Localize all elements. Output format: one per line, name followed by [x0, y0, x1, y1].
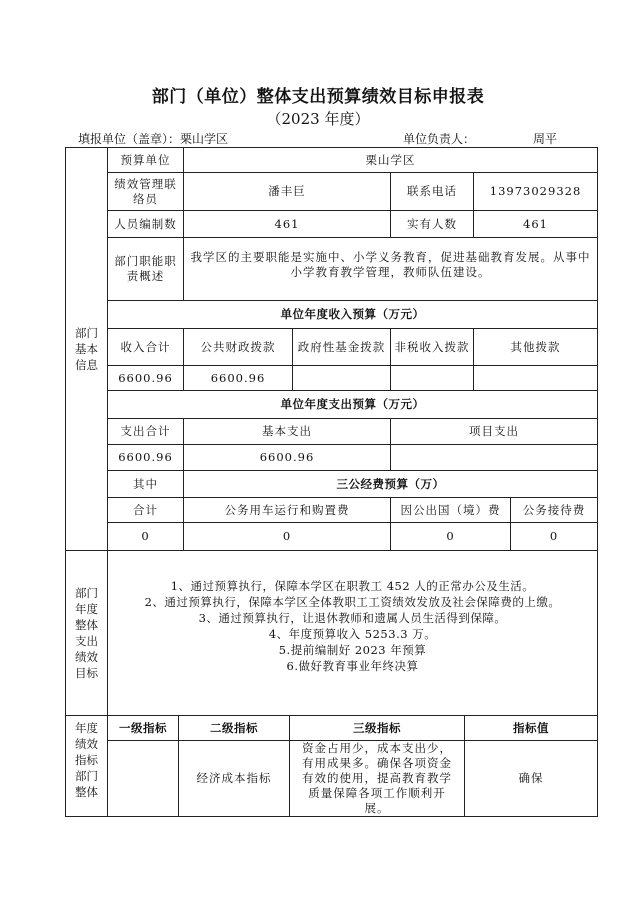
indicator-label: 年度绩效指标部门整体 — [66, 716, 108, 817]
income-title: 单位年度收入预算（万元） — [108, 301, 598, 329]
indicator-level2: 经济成本指标 — [179, 741, 290, 817]
income-value — [391, 366, 474, 391]
indicator-level1 — [108, 741, 179, 817]
income-header: 公共财政拨款 — [184, 329, 293, 366]
leader-value: 周平 — [533, 132, 558, 146]
duty-label: 部门职能职责概述 — [108, 238, 184, 301]
goal-item: 5.提前编制好 2023 年预算 — [278, 643, 427, 657]
goal-item: 6.做好教育事业年终决算 — [286, 659, 419, 673]
indicator-value: 确保 — [465, 741, 598, 817]
goal-item: 4、年度预算收入 5253.3 万。 — [268, 627, 437, 641]
staff-quota-label: 人员编制数 — [108, 211, 184, 238]
expense-header: 基本支出 — [184, 419, 391, 445]
contact-value: 潘丰巨 — [184, 173, 391, 211]
staff-actual-value: 461 — [474, 211, 598, 238]
year-subtitle: （2023 年度） — [266, 110, 370, 128]
goals-content — [108, 551, 598, 716]
goal-item: 2、通过预算执行，保障本学区全体教职工工资绩效发放及社会保障费的上缴。 — [144, 595, 561, 609]
expense-value: 6600.96 — [184, 445, 391, 471]
sangong-prefix: 其中 — [108, 471, 184, 498]
phone-value: 13973029328 — [474, 173, 598, 211]
basic-section-label: 部门基本信息 — [66, 148, 108, 551]
indicator-level3: 资金占用少，成本支出少，有用成果多。确保各项资金有效的使用，提高教育教学质量保障各项工作顺利开展。 — [290, 741, 465, 817]
expense-value — [391, 445, 598, 471]
sangong-value: 0 — [511, 523, 598, 551]
expense-value: 6600.96 — [108, 445, 184, 471]
filing-unit-label: 填报单位（盖章）： — [78, 132, 181, 146]
indicator-header: 指标值 — [465, 716, 598, 741]
sangong-header: 公务接待费 — [511, 498, 598, 523]
income-header: 其他拨款 — [474, 329, 598, 366]
indicator-header: 三级指标 — [290, 716, 465, 741]
contact-label: 绩效管理联络员 — [108, 173, 184, 211]
sangong-value: 0 — [108, 523, 184, 551]
income-value — [474, 366, 598, 391]
income-value — [293, 366, 391, 391]
income-header: 收入合计 — [108, 329, 184, 366]
duty-text: 我学区的主要职能是实施中、小学义务教育，促进基础教育发展。从事中小学教育教学管理，教师队伍建设。 — [184, 238, 598, 301]
staff-quota-value: 461 — [184, 211, 391, 238]
staff-actual-label: 实有人数 — [391, 211, 474, 238]
sangong-value: 0 — [184, 523, 391, 551]
sangong-value: 0 — [391, 523, 511, 551]
budget-unit-label: 预算单位 — [108, 148, 184, 173]
income-header: 非税收入拨款 — [391, 329, 474, 366]
sangong-header: 因公出国（境）费 — [391, 498, 511, 523]
goals-label: 部门年度整体支出绩效目标 — [66, 551, 108, 716]
filing-unit-value: 栗山学区 — [180, 132, 229, 146]
sangong-header: 公务用车运行和购置费 — [184, 498, 391, 523]
basic-info-table — [65, 147, 598, 716]
page-title: 部门（单位）整体支出预算绩效目标申报表 — [151, 87, 485, 107]
sangong-title: 三公经费预算（万） — [184, 471, 598, 498]
expense-title: 单位年度支出预算（万元） — [108, 391, 598, 419]
phone-label: 联系电话 — [391, 173, 474, 211]
goal-item: 1、通过预算执行，保障本学区在职教工 452 人的正常办公及生活。 — [170, 579, 535, 593]
expense-header: 支出合计 — [108, 419, 184, 445]
expense-header: 项目支出 — [391, 419, 598, 445]
indicator-header: 一级指标 — [108, 716, 179, 741]
indicator-table — [65, 715, 598, 817]
sangong-header: 合计 — [108, 498, 184, 523]
income-value: 6600.96 — [108, 366, 184, 391]
budget-unit-value: 栗山学区 — [184, 148, 598, 173]
indicator-header: 二级指标 — [179, 716, 290, 741]
leader-label: 单位负责人： — [403, 132, 476, 146]
filing-unit — [78, 130, 228, 147]
income-header: 政府性基金拨款 — [293, 329, 391, 366]
goal-item: 3、通过预算执行，让退休教师和遗属人员生活得到保障。 — [198, 611, 507, 625]
income-value: 6600.96 — [184, 366, 293, 391]
